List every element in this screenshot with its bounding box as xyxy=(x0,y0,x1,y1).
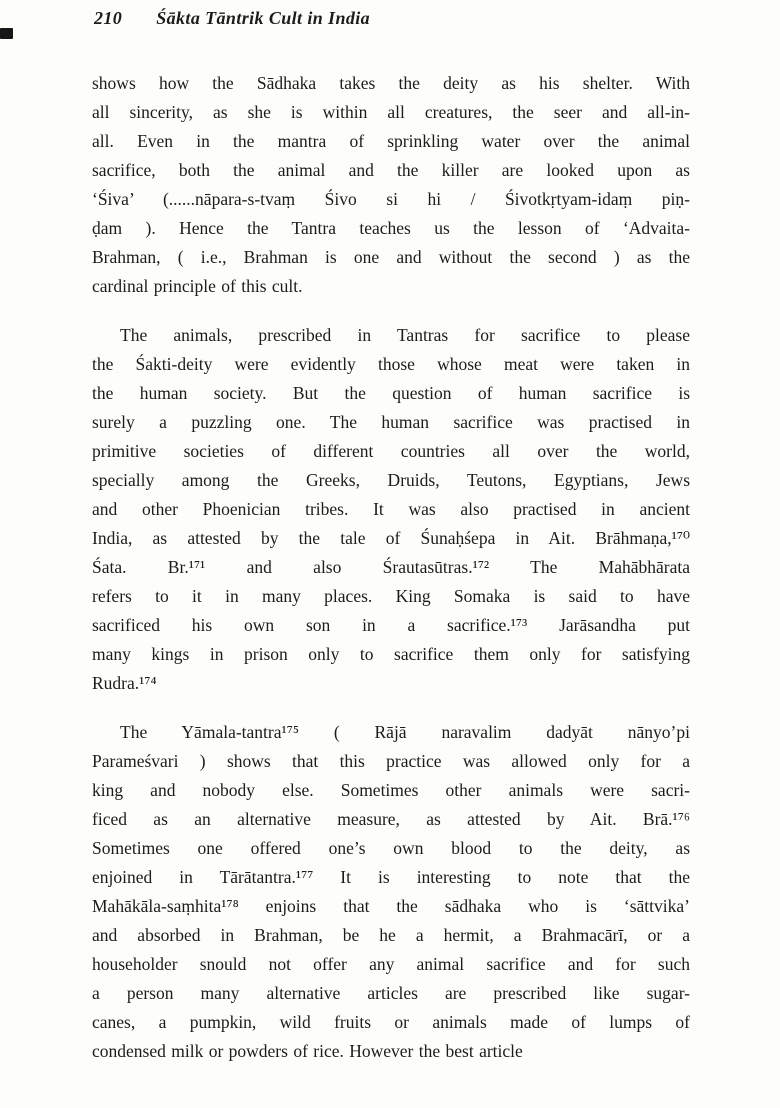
text-line: many kings in prison only to sacrifice them only for satisfying xyxy=(92,644,690,664)
text-line: all sincerity, as she is within all creatures, the seer and all-in- xyxy=(92,102,690,122)
text-line: Brahman, ( i.e., Brahman is one and without the second ) as the xyxy=(92,247,690,267)
scan-artifact xyxy=(0,28,13,39)
running-head xyxy=(0,0,780,29)
page-number: 210 xyxy=(94,8,123,28)
text-line: refers to it in many places. King Somaka is said to have xyxy=(92,586,690,606)
text-line: specially among the Greeks, Druids, Teutons, Egyptians, Jews xyxy=(92,470,690,490)
text-line: ḍam ). Hence the Tantra teaches us the lesson of ‘Advaita- xyxy=(92,218,690,238)
text-line: primitive societies of different countries all over the world, xyxy=(92,441,690,461)
text-line: surely a puzzling one. The human sacrifice was practised in xyxy=(92,412,690,432)
paragraph xyxy=(92,321,690,698)
page-body xyxy=(0,29,780,1066)
text-line: The Yāmala-tantra¹⁷⁵ ( Rājā naravalim dadyāt nānyo’pi xyxy=(120,722,690,742)
text-line: ‘Śiva’ (......nāpara-s-tvaṃ Śivo si hi / Śivotkṛtyam-idaṃ piṇ- xyxy=(92,189,690,209)
text-line: all. Even in the mantra of sprinkling water over the animal xyxy=(92,131,690,151)
text-line: shows how the Sādhaka takes the deity as his shelter. With xyxy=(92,73,690,93)
text-line: Mahākāla-saṃhita¹⁷⁸ enjoins that the sādhaka who is ‘sāttvika’ xyxy=(92,896,690,916)
paragraph xyxy=(92,69,690,301)
text-line: a person many alternative articles are prescribed like sugar- xyxy=(92,983,690,1003)
text-line: canes, a pumpkin, wild fruits or animals made of lumps of xyxy=(92,1012,690,1032)
text-line: Śata. Br.¹⁷¹ and also Śrautasūtras.¹⁷² The Mahābhārata xyxy=(92,557,690,577)
text-line: sacrifice, both the animal and the killer are looked upon as xyxy=(92,160,690,180)
text-line: condensed milk or powders of rice. However the best article xyxy=(92,1041,523,1061)
text-line: Rudra.¹⁷⁴ xyxy=(92,673,157,693)
text-line: householder snould not offer any animal sacrifice and for such xyxy=(92,954,690,974)
text-line: enjoined in Tārātantra.¹⁷⁷ It is interesting to note that the xyxy=(92,867,690,887)
paragraph xyxy=(92,718,690,1066)
text-line: Sometimes one offered one’s own blood to the deity, as xyxy=(92,838,690,858)
text-line: Parameśvari ) shows that this practice was allowed only for a xyxy=(92,751,690,771)
text-line: India, as attested by the tale of Śunaḥśepa in Ait. Brāhmaṇa,¹⁷⁰ xyxy=(92,528,690,548)
text-line: and absorbed in Brahman, be he a hermit, a Brahmacārī, or a xyxy=(92,925,690,945)
text-line: king and nobody else. Sometimes other animals were sacri- xyxy=(92,780,690,800)
text-line: ficed as an alternative measure, as attested by Ait. Brā.¹⁷⁶ xyxy=(92,809,690,829)
text-line: and other Phoenician tribes. It was also practised in ancient xyxy=(92,499,690,519)
text-line: cardinal principle of this cult. xyxy=(92,276,303,296)
text-line: The animals, prescribed in Tantras for sacrifice to please xyxy=(120,325,690,345)
book-title: Śākta Tāntrik Cult in India xyxy=(156,8,371,28)
text-line: the human society. But the question of human sacrifice is xyxy=(92,383,690,403)
text-line: sacrificed his own son in a sacrifice.¹⁷³ Jarāsandha put xyxy=(92,615,690,635)
text-line: the Śakti-deity were evidently those whose meat were taken in xyxy=(92,354,690,374)
